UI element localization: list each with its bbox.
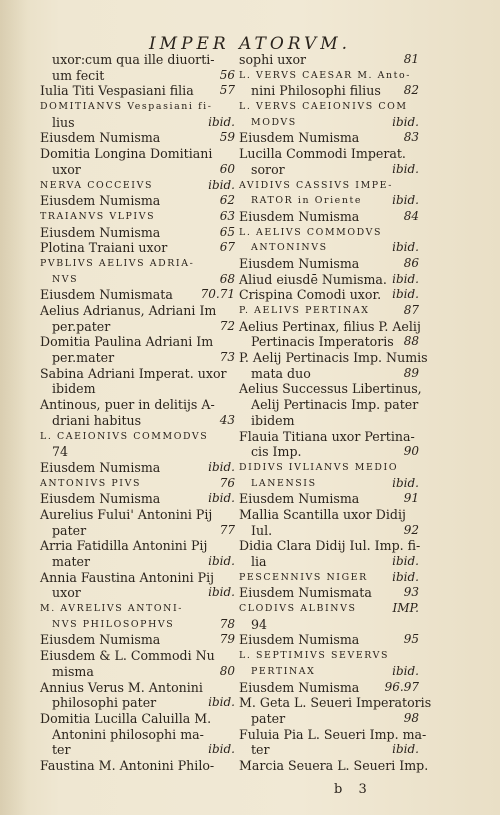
entry-text: Antonini philosophi ma- <box>52 726 204 742</box>
entry-page-number: 93 <box>403 585 419 600</box>
index-entry <box>40 146 235 162</box>
index-entry <box>40 178 235 194</box>
entry-text: lius <box>52 114 75 130</box>
index-entry <box>239 711 419 727</box>
index-entry <box>239 240 419 256</box>
entry-text: misma <box>52 663 94 679</box>
index-entry <box>40 491 235 507</box>
entry-text: Eiusdem Numismata <box>40 287 173 303</box>
signature-mark: b 3 <box>334 782 373 797</box>
entry-page-number: 91 <box>403 491 419 506</box>
entry-text: M. AVRELIVS ANTONI- <box>40 603 184 615</box>
entry-text: Aelius Adrianus, Adriani Im <box>40 303 217 318</box>
entry-text: AVIDIVS CASSIVS IMPE- <box>239 179 394 191</box>
entry-page-number: 80 <box>219 663 235 678</box>
index-entry <box>239 726 427 743</box>
index-entry <box>239 444 419 460</box>
entry-page-number: ibid. <box>208 554 235 568</box>
entry-text: LANENSIS <box>251 477 317 489</box>
entry-text: per.pater <box>52 318 111 334</box>
index-entry <box>40 366 235 382</box>
index-entry <box>40 680 235 696</box>
index-entry <box>40 507 235 523</box>
entry-page-number: ibid. <box>208 742 235 757</box>
entry-text: Antinous, puer in delitijs A- <box>40 397 215 413</box>
entry-text: driani habitus <box>52 412 142 428</box>
index-entry <box>239 334 419 350</box>
entry-text: Lucilla Commodi Imperat. <box>239 146 406 162</box>
entry-page-number: 79 <box>219 632 235 647</box>
entry-text: Eiusdem Numisma <box>40 193 161 209</box>
index-entry <box>239 523 419 539</box>
entry-text: Crispina Comodi uxor. <box>239 287 382 303</box>
entry-text: PVBLIVS AELIVS ADRIA- <box>40 257 195 269</box>
index-entry <box>40 381 235 397</box>
entry-page-number: ibid. <box>392 569 419 584</box>
entry-text: Eiusdem Numismata <box>239 585 372 601</box>
index-entry <box>40 476 235 492</box>
index-entry <box>239 757 429 774</box>
entry-text: Eiusdem Numisma <box>40 491 161 507</box>
entry-text: DIDIVS IVLIANVS MEDIO <box>239 461 399 473</box>
entry-text: uxor <box>52 161 81 177</box>
index-entry <box>40 727 235 743</box>
entry-text: Eiusdem & L. Commodi Nu <box>40 648 215 664</box>
entry-text: Domitia Lucilla Caluilla M. <box>40 710 212 726</box>
index-entry <box>239 460 419 476</box>
entry-page-number: 70.71 <box>200 287 235 302</box>
entry-page-number: 73 <box>219 350 235 365</box>
entry-text: mata duo <box>251 365 311 381</box>
index-entry <box>40 209 235 225</box>
entry-text: Eiusdem Numisma <box>40 130 161 146</box>
index-entry <box>239 397 419 413</box>
index-entry <box>40 162 235 178</box>
index-entry <box>239 742 419 758</box>
entry-text: L. CAEIONIVS COMMODVS <box>40 430 209 442</box>
index-entry <box>40 68 235 84</box>
entry-page-number: 83 <box>403 130 419 145</box>
entry-text: RATOR in Oriente <box>251 195 362 207</box>
entry-text: Arria Fatidilla Antonini Pij <box>40 538 208 554</box>
index-entry <box>239 632 419 648</box>
entry-text: uxor <box>52 585 81 601</box>
entry-text: TRAIANVS VLPIVS <box>40 210 156 222</box>
entry-text: soror <box>251 161 285 177</box>
index-entry <box>239 319 419 335</box>
running-header: IMPER ATORVM. <box>148 34 352 54</box>
entry-text: mater <box>52 554 90 569</box>
entry-page-number: ibid. <box>208 459 235 474</box>
entry-text: L. AELIVS COMMODVS <box>239 226 382 238</box>
entry-text: M. Geta L. Seueri Imperatoris <box>239 695 432 711</box>
index-entry <box>239 366 419 382</box>
entry-text: Pertinacis Imperatoris <box>251 334 394 350</box>
index-entry <box>239 538 419 554</box>
entry-text: Aelius Successus Libertinus, <box>239 381 422 397</box>
index-entry <box>40 99 235 115</box>
entry-text: PESCENNIVS NIGER <box>239 571 368 583</box>
entry-page-number: 78 <box>219 616 235 631</box>
index-entry <box>40 319 235 335</box>
entry-page-number: ibid. <box>208 491 235 506</box>
entry-page-number: 62 <box>219 193 235 208</box>
entry-text: Annia Faustina Antonini Pij <box>40 569 215 585</box>
entry-text: Aelij Pertinacis Imp. pater <box>251 397 419 413</box>
entry-text: NVS PHILOSOPHVS <box>52 618 175 630</box>
index-entry <box>239 476 419 492</box>
entry-text: 74 <box>52 444 69 460</box>
entry-text: ANTONINVS <box>251 242 328 254</box>
index-entry <box>40 523 235 539</box>
index-entry <box>40 617 235 633</box>
index-entry <box>40 256 235 272</box>
entry-text: Faustina M. Antonini Philo- <box>40 757 215 773</box>
entry-page-number: ibid. <box>392 161 419 176</box>
entry-text: Eiusdem Numisma <box>239 208 360 224</box>
index-entry <box>239 695 432 711</box>
index-entry <box>239 585 419 601</box>
entry-page-number: IMP. <box>392 601 419 616</box>
entry-text: ibidem <box>52 381 96 397</box>
index-entry <box>239 146 419 162</box>
index-entry <box>239 664 419 680</box>
entry-text: Eiusdem Numisma <box>40 632 161 648</box>
entry-page-number: ibid. <box>392 475 419 490</box>
index-entry <box>239 256 419 272</box>
entry-page-number: 92 <box>403 522 419 537</box>
index-entry <box>40 429 235 445</box>
index-entry <box>239 413 419 429</box>
index-entry <box>239 162 419 178</box>
entry-page-number: 84 <box>403 208 419 223</box>
entry-text: Flauia Titiana uxor Pertina- <box>239 428 415 444</box>
entry-page-number: 90 <box>403 444 419 459</box>
entry-page-number: ibid. <box>208 114 235 129</box>
entry-text: Domitia Paulina Adriani Im <box>40 334 214 350</box>
entry-text: pater <box>52 522 87 538</box>
entry-page-number: 72 <box>219 318 235 333</box>
index-entry <box>239 209 419 225</box>
index-entry <box>40 83 235 99</box>
entry-text: Aelius Pertinax, filius P. Aelij <box>239 318 421 334</box>
entry-text: Iul. <box>251 522 273 538</box>
entry-text: ANTONIVS PIVS <box>40 477 141 489</box>
index-entry <box>239 99 419 115</box>
index-entry <box>40 742 235 758</box>
entry-page-number: ibid. <box>392 742 419 757</box>
entry-text: P. Aelij Pertinacis Imp. Numis <box>239 350 428 366</box>
entry-text: Eiusdem Numisma <box>40 224 161 240</box>
index-entry <box>40 193 235 209</box>
entry-page-number: 89 <box>403 365 419 380</box>
index-entry <box>40 538 235 554</box>
entry-text: PERTINAX <box>251 665 316 677</box>
entry-text: Eiusdem Numisma <box>239 632 360 648</box>
index-entry <box>40 397 235 413</box>
entry-text: 94 <box>251 616 268 632</box>
entry-page-number: ibid. <box>392 663 419 678</box>
index-entry <box>239 680 419 696</box>
index-entry <box>40 334 235 350</box>
index-entry <box>239 429 419 445</box>
index-entry <box>40 758 235 774</box>
entry-page-number: ibid. <box>392 193 419 208</box>
index-entry <box>40 272 235 288</box>
entry-text: NVS <box>52 273 79 285</box>
index-entry <box>40 632 235 648</box>
index-entry <box>239 83 419 99</box>
index-entry <box>239 225 419 241</box>
entry-page-number: 63 <box>219 208 235 223</box>
index-entry <box>40 664 235 680</box>
entry-page-number: ibid. <box>392 287 419 302</box>
index-entry <box>239 68 419 84</box>
index-entry <box>40 303 235 319</box>
entry-text: Mallia Scantilla uxor Didij <box>239 506 406 522</box>
entry-page-number: 81 <box>403 52 419 66</box>
index-entry <box>40 240 235 256</box>
entry-text: L. VERVS CAESAR M. Anto- <box>239 69 412 81</box>
index-entry <box>239 115 419 131</box>
entry-text: philosophi pater <box>52 695 157 711</box>
index-entry <box>239 272 419 288</box>
entry-text: pater <box>251 710 286 726</box>
entry-page-number: 86 <box>403 255 419 270</box>
entry-text: uxor:cum qua ille diuorti- <box>52 52 215 67</box>
entry-text: Domitia Longina Domitiani <box>40 146 213 162</box>
index-entry <box>239 601 419 617</box>
entry-text: NERVA COCCEIVS <box>40 179 153 191</box>
index-entry <box>40 287 235 303</box>
entry-page-number: 68 <box>219 271 235 286</box>
entry-page-number: ibid. <box>392 114 419 129</box>
entry-page-number: ibid. <box>208 177 235 192</box>
entry-page-number: 88 <box>403 334 419 349</box>
index-entry <box>239 491 419 507</box>
index-entry <box>40 115 235 131</box>
entry-page-number: 95 <box>403 632 419 647</box>
entry-text: Aurelius Fului' Antonini Pij <box>40 506 213 522</box>
entry-text: Eiusdem Numisma <box>239 255 360 271</box>
entry-page-number: 77 <box>219 522 235 537</box>
index-entry <box>239 178 419 194</box>
index-column-right <box>239 52 432 774</box>
entry-page-number: 56 <box>219 67 235 82</box>
entry-text: MODVS <box>251 116 297 128</box>
entry-text: P. AELIVS PERTINAX <box>239 305 370 316</box>
entry-text: cis Imp. <box>251 444 302 460</box>
entry-text: Annius Verus M. Antonini <box>40 679 203 695</box>
entry-text: ibidem <box>251 412 295 428</box>
entry-text: per.mater <box>52 350 115 366</box>
entry-text: CLODIVS ALBINVS <box>239 603 357 615</box>
entry-page-number: 59 <box>219 130 235 145</box>
index-entry <box>40 52 235 68</box>
entry-page-number: 65 <box>219 224 235 239</box>
entry-text: Fuluia Pia L. Seueri Imp. ma- <box>239 726 427 742</box>
entry-text: Eiusdem Numisma <box>40 459 161 475</box>
index-entry <box>40 460 235 476</box>
page-gutter-shadow <box>0 0 28 815</box>
entry-page-number: ibid. <box>208 585 235 600</box>
index-entry <box>239 287 419 303</box>
index-entry <box>239 507 419 523</box>
entry-text: Plotina Traiani uxor <box>40 240 168 256</box>
entry-text: nini Philosophi filius <box>251 83 381 99</box>
entry-text: Marcia Seuera L. Seueri Imp. <box>239 757 429 773</box>
entry-text: L. VERVS CAEIONIVS COM <box>239 101 408 113</box>
entry-text: ter <box>52 742 71 758</box>
index-entry <box>40 585 235 601</box>
index-entry <box>239 52 419 68</box>
index-entry <box>40 130 235 146</box>
entry-page-number: 57 <box>219 83 235 98</box>
entry-text: Eiusdem Numisma <box>239 130 360 146</box>
entry-page-number: 96.97 <box>384 679 419 694</box>
index-entry <box>239 350 428 366</box>
entry-page-number: ibid. <box>208 695 235 710</box>
entry-text: um fecit <box>52 67 105 83</box>
entry-page-number: 82 <box>403 83 419 98</box>
entry-text: Iulia Titi Vespasiani filia <box>40 83 194 99</box>
entry-text: DOMITIANVS Vespasiani fi- <box>40 101 213 113</box>
index-entry <box>239 303 419 319</box>
entry-page-number: 67 <box>219 240 235 255</box>
index-entry <box>40 648 235 664</box>
index-entry <box>40 711 235 727</box>
index-entry <box>239 381 422 397</box>
entry-text: Aliud eiusdē Numisma. <box>239 271 387 287</box>
index-entry <box>40 444 235 460</box>
index-entry <box>40 570 235 586</box>
entry-text: ter <box>251 742 270 758</box>
index-entry <box>40 695 235 711</box>
index-entry <box>40 350 235 366</box>
index-entry <box>239 648 419 664</box>
index-entry <box>40 601 235 617</box>
index-column-left <box>40 52 235 774</box>
index-entry <box>239 570 419 586</box>
entry-page-number: 76 <box>219 475 235 490</box>
entry-page-number: ibid. <box>392 271 419 286</box>
entry-page-number: ibid. <box>392 240 419 255</box>
entry-text: lia <box>251 554 267 569</box>
entry-text: sophi uxor <box>239 52 307 67</box>
entry-text: Sabina Adriani Imperat. uxor <box>40 365 227 381</box>
entry-text: L. SEPTIMIVS SEVERVS <box>239 650 389 662</box>
index-entry <box>40 225 235 241</box>
index-entry <box>239 193 419 209</box>
index-entry <box>239 617 419 633</box>
entry-page-number: 60 <box>219 161 235 176</box>
entry-text: Eiusdem Numisma <box>239 679 360 695</box>
entry-page-number: 98 <box>403 710 419 725</box>
index-entry <box>239 130 419 146</box>
entry-page-number: 43 <box>219 412 235 427</box>
index-entry <box>40 413 235 429</box>
entry-text: Eiusdem Numisma <box>239 491 360 507</box>
index-entry <box>239 554 419 570</box>
entry-page-number: 87 <box>403 303 419 317</box>
entry-page-number: ibid. <box>392 554 419 568</box>
entry-text: Didia Clara Didij Iul. Imp. fi- <box>239 538 421 554</box>
index-entry <box>40 554 235 570</box>
